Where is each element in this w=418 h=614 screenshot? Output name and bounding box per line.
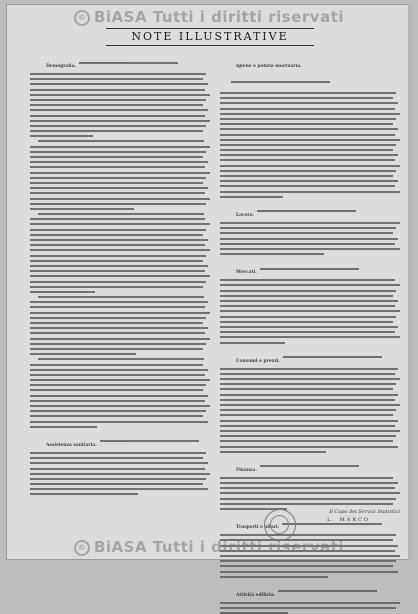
text-line — [220, 316, 396, 318]
text-line — [30, 166, 205, 168]
text-line — [220, 238, 398, 240]
text-line — [220, 451, 326, 453]
text-line — [30, 338, 210, 340]
text-line — [30, 364, 203, 366]
text-line — [30, 301, 208, 303]
text-line — [30, 415, 203, 417]
text-line — [220, 326, 398, 328]
text-line — [30, 389, 203, 391]
text-line — [38, 140, 204, 142]
copyright-icon: © — [74, 540, 90, 556]
text-line — [38, 213, 204, 215]
text-line — [30, 223, 210, 225]
paragraph — [220, 581, 400, 614]
text-line — [30, 312, 210, 314]
text-line — [257, 210, 356, 212]
text-line — [30, 343, 206, 345]
text-line — [30, 275, 210, 277]
text-line — [220, 123, 393, 125]
text-line — [30, 421, 208, 423]
text-line — [220, 159, 395, 161]
paragraph — [30, 213, 210, 293]
section-heading: Demografia. — [46, 64, 76, 69]
text-line — [220, 305, 395, 307]
text-line — [220, 430, 400, 432]
text-line — [30, 249, 210, 251]
text-line — [79, 62, 178, 64]
text-line — [100, 440, 199, 442]
text-line — [30, 488, 208, 490]
text-line — [30, 410, 206, 412]
text-line — [220, 165, 400, 167]
text-line — [30, 239, 208, 241]
text-line — [220, 576, 328, 578]
text-line — [220, 607, 396, 609]
text-line — [220, 602, 400, 604]
text-line — [220, 253, 324, 255]
text-line — [220, 492, 400, 494]
text-line — [30, 192, 205, 194]
text-line — [30, 286, 203, 288]
text-line — [30, 348, 203, 350]
text-line — [30, 130, 203, 132]
text-line — [30, 172, 210, 174]
text-line — [220, 300, 398, 302]
text-line — [30, 457, 203, 459]
text-line — [30, 135, 93, 137]
paragraph — [30, 296, 210, 355]
text-line — [30, 462, 208, 464]
page-title: NOTE ILLUSTRATIVE — [106, 28, 314, 46]
text-line — [220, 560, 396, 562]
text-line — [220, 290, 396, 292]
text-line — [228, 52, 394, 90]
page-edge — [408, 4, 412, 560]
text-line — [30, 473, 210, 475]
text-line — [220, 383, 396, 385]
text-line — [30, 452, 206, 454]
text-line — [30, 306, 205, 308]
text-line — [220, 482, 398, 484]
text-line — [30, 89, 205, 91]
text-line — [220, 321, 393, 323]
text-line — [220, 404, 400, 406]
text-line — [220, 97, 393, 99]
text-line — [220, 368, 398, 370]
text-line — [30, 369, 208, 371]
text-line — [228, 456, 394, 475]
paragraph — [30, 52, 210, 137]
text-line — [30, 317, 206, 319]
text-line — [30, 146, 210, 148]
text-line — [30, 73, 206, 75]
text-line — [38, 358, 204, 360]
watermark-bottom: © BiASA Tutti i diritti riservati — [6, 538, 412, 556]
text-line — [220, 565, 393, 567]
text-line — [220, 149, 393, 151]
text-line — [220, 336, 400, 338]
text-line — [30, 255, 206, 257]
text-line — [220, 394, 398, 396]
text-line — [220, 185, 395, 187]
text-line — [220, 232, 393, 234]
text-line — [220, 279, 395, 281]
text-line — [220, 248, 400, 250]
text-line — [228, 347, 394, 366]
text-line — [30, 234, 203, 236]
text-line — [30, 120, 210, 122]
text-line — [30, 281, 206, 283]
text-line — [30, 125, 206, 127]
text-line — [220, 378, 400, 380]
text-line — [38, 52, 204, 71]
text-line — [30, 218, 205, 220]
section-heading: Consumi e prezzi. — [236, 358, 280, 364]
section-heading: Assistenza sanitaria. — [46, 442, 97, 448]
copyright-icon: © — [74, 10, 90, 26]
text-line — [30, 332, 205, 334]
text-line — [30, 99, 206, 101]
text-line — [30, 198, 210, 200]
text-line — [38, 296, 204, 298]
text-line — [30, 322, 203, 324]
section-heading: Igiene e polizia mortuaria. — [236, 64, 302, 69]
paragraph — [30, 140, 210, 209]
text-line — [260, 268, 359, 270]
text-line — [220, 175, 393, 177]
text-line — [30, 468, 205, 470]
text-line — [220, 144, 396, 146]
section-heading: Mercati. — [236, 270, 257, 276]
text-line — [30, 94, 210, 96]
watermark-top: © BiASA Tutti i diritti riservati — [6, 8, 412, 26]
section-heading: Attività edilizia. — [236, 592, 276, 598]
text-line — [30, 327, 208, 329]
text-line — [220, 284, 400, 286]
text-line — [220, 243, 395, 245]
text-line — [220, 446, 398, 448]
text-line — [220, 92, 396, 94]
text-line — [220, 331, 395, 333]
text-line — [30, 353, 136, 355]
text-line — [30, 229, 206, 231]
text-line — [220, 310, 400, 312]
text-line — [220, 113, 400, 115]
text-line — [228, 581, 394, 600]
text-line — [220, 440, 393, 442]
section-heading: Finanza. — [236, 467, 257, 473]
text-line — [220, 477, 393, 479]
paragraph — [220, 52, 400, 198]
text-line — [220, 134, 395, 136]
text-line — [30, 187, 208, 189]
text-line — [30, 78, 203, 80]
text-line — [220, 498, 396, 500]
text-line — [228, 201, 394, 220]
document-page — [6, 4, 412, 598]
paragraph — [220, 201, 400, 255]
text-line — [220, 534, 396, 536]
text-line — [30, 203, 206, 205]
text-line — [278, 590, 377, 592]
text-line — [30, 384, 206, 386]
text-line — [220, 227, 396, 229]
text-line — [30, 177, 206, 179]
text-line — [30, 270, 205, 272]
text-line — [220, 571, 398, 573]
text-line — [30, 104, 203, 106]
text-line — [228, 258, 394, 277]
text-line — [260, 465, 359, 467]
paragraph — [30, 358, 210, 427]
text-line — [30, 493, 138, 495]
signature-block — [220, 508, 400, 524]
text-line — [220, 128, 398, 130]
text-line — [220, 154, 398, 156]
text-line — [30, 400, 205, 402]
text-line — [283, 356, 382, 358]
paragraph — [30, 431, 210, 496]
text-line — [30, 395, 208, 397]
text-line — [220, 388, 393, 390]
text-line — [220, 414, 393, 416]
text-line — [220, 139, 400, 141]
text-line — [30, 405, 210, 407]
text-line — [30, 483, 203, 485]
text-line — [30, 478, 206, 480]
text-line — [220, 196, 283, 198]
text-line — [30, 161, 208, 163]
text-line — [220, 108, 395, 110]
text-line — [231, 81, 330, 83]
section-heading: Lavoro. — [236, 212, 255, 218]
text-line — [30, 109, 208, 111]
text-line — [30, 379, 210, 381]
text-line — [220, 399, 395, 401]
text-line — [220, 342, 285, 344]
text-line — [30, 291, 95, 293]
text-line — [30, 426, 97, 428]
text-line — [30, 244, 205, 246]
text-line — [30, 156, 203, 158]
text-line — [220, 435, 396, 437]
text-line — [220, 295, 393, 297]
paragraph — [220, 456, 400, 510]
text-line — [220, 420, 398, 422]
text-line — [30, 374, 205, 376]
text-line — [220, 222, 400, 224]
signature-name: L. MARCO — [327, 517, 370, 523]
text-line — [220, 409, 396, 411]
text-line — [30, 182, 203, 184]
text-line — [220, 373, 395, 375]
text-line — [220, 503, 393, 505]
signature-line: Il Capo dei Servizi Statistici — [329, 509, 400, 515]
text-line — [220, 118, 396, 120]
section-heading: Trasporti e affari. — [236, 525, 280, 531]
text-line — [30, 208, 134, 210]
text-line — [220, 487, 395, 489]
text-line — [30, 151, 206, 153]
text-line — [220, 180, 398, 182]
text-line — [38, 431, 204, 450]
paragraph — [220, 258, 400, 343]
left-column — [30, 52, 210, 504]
text-line — [30, 265, 208, 267]
text-line — [30, 83, 208, 85]
paragraph — [220, 347, 400, 453]
text-line — [30, 115, 205, 117]
text-line — [220, 425, 395, 427]
text-line — [30, 260, 203, 262]
text-line — [220, 170, 396, 172]
text-line — [220, 102, 398, 104]
text-line — [220, 191, 400, 193]
